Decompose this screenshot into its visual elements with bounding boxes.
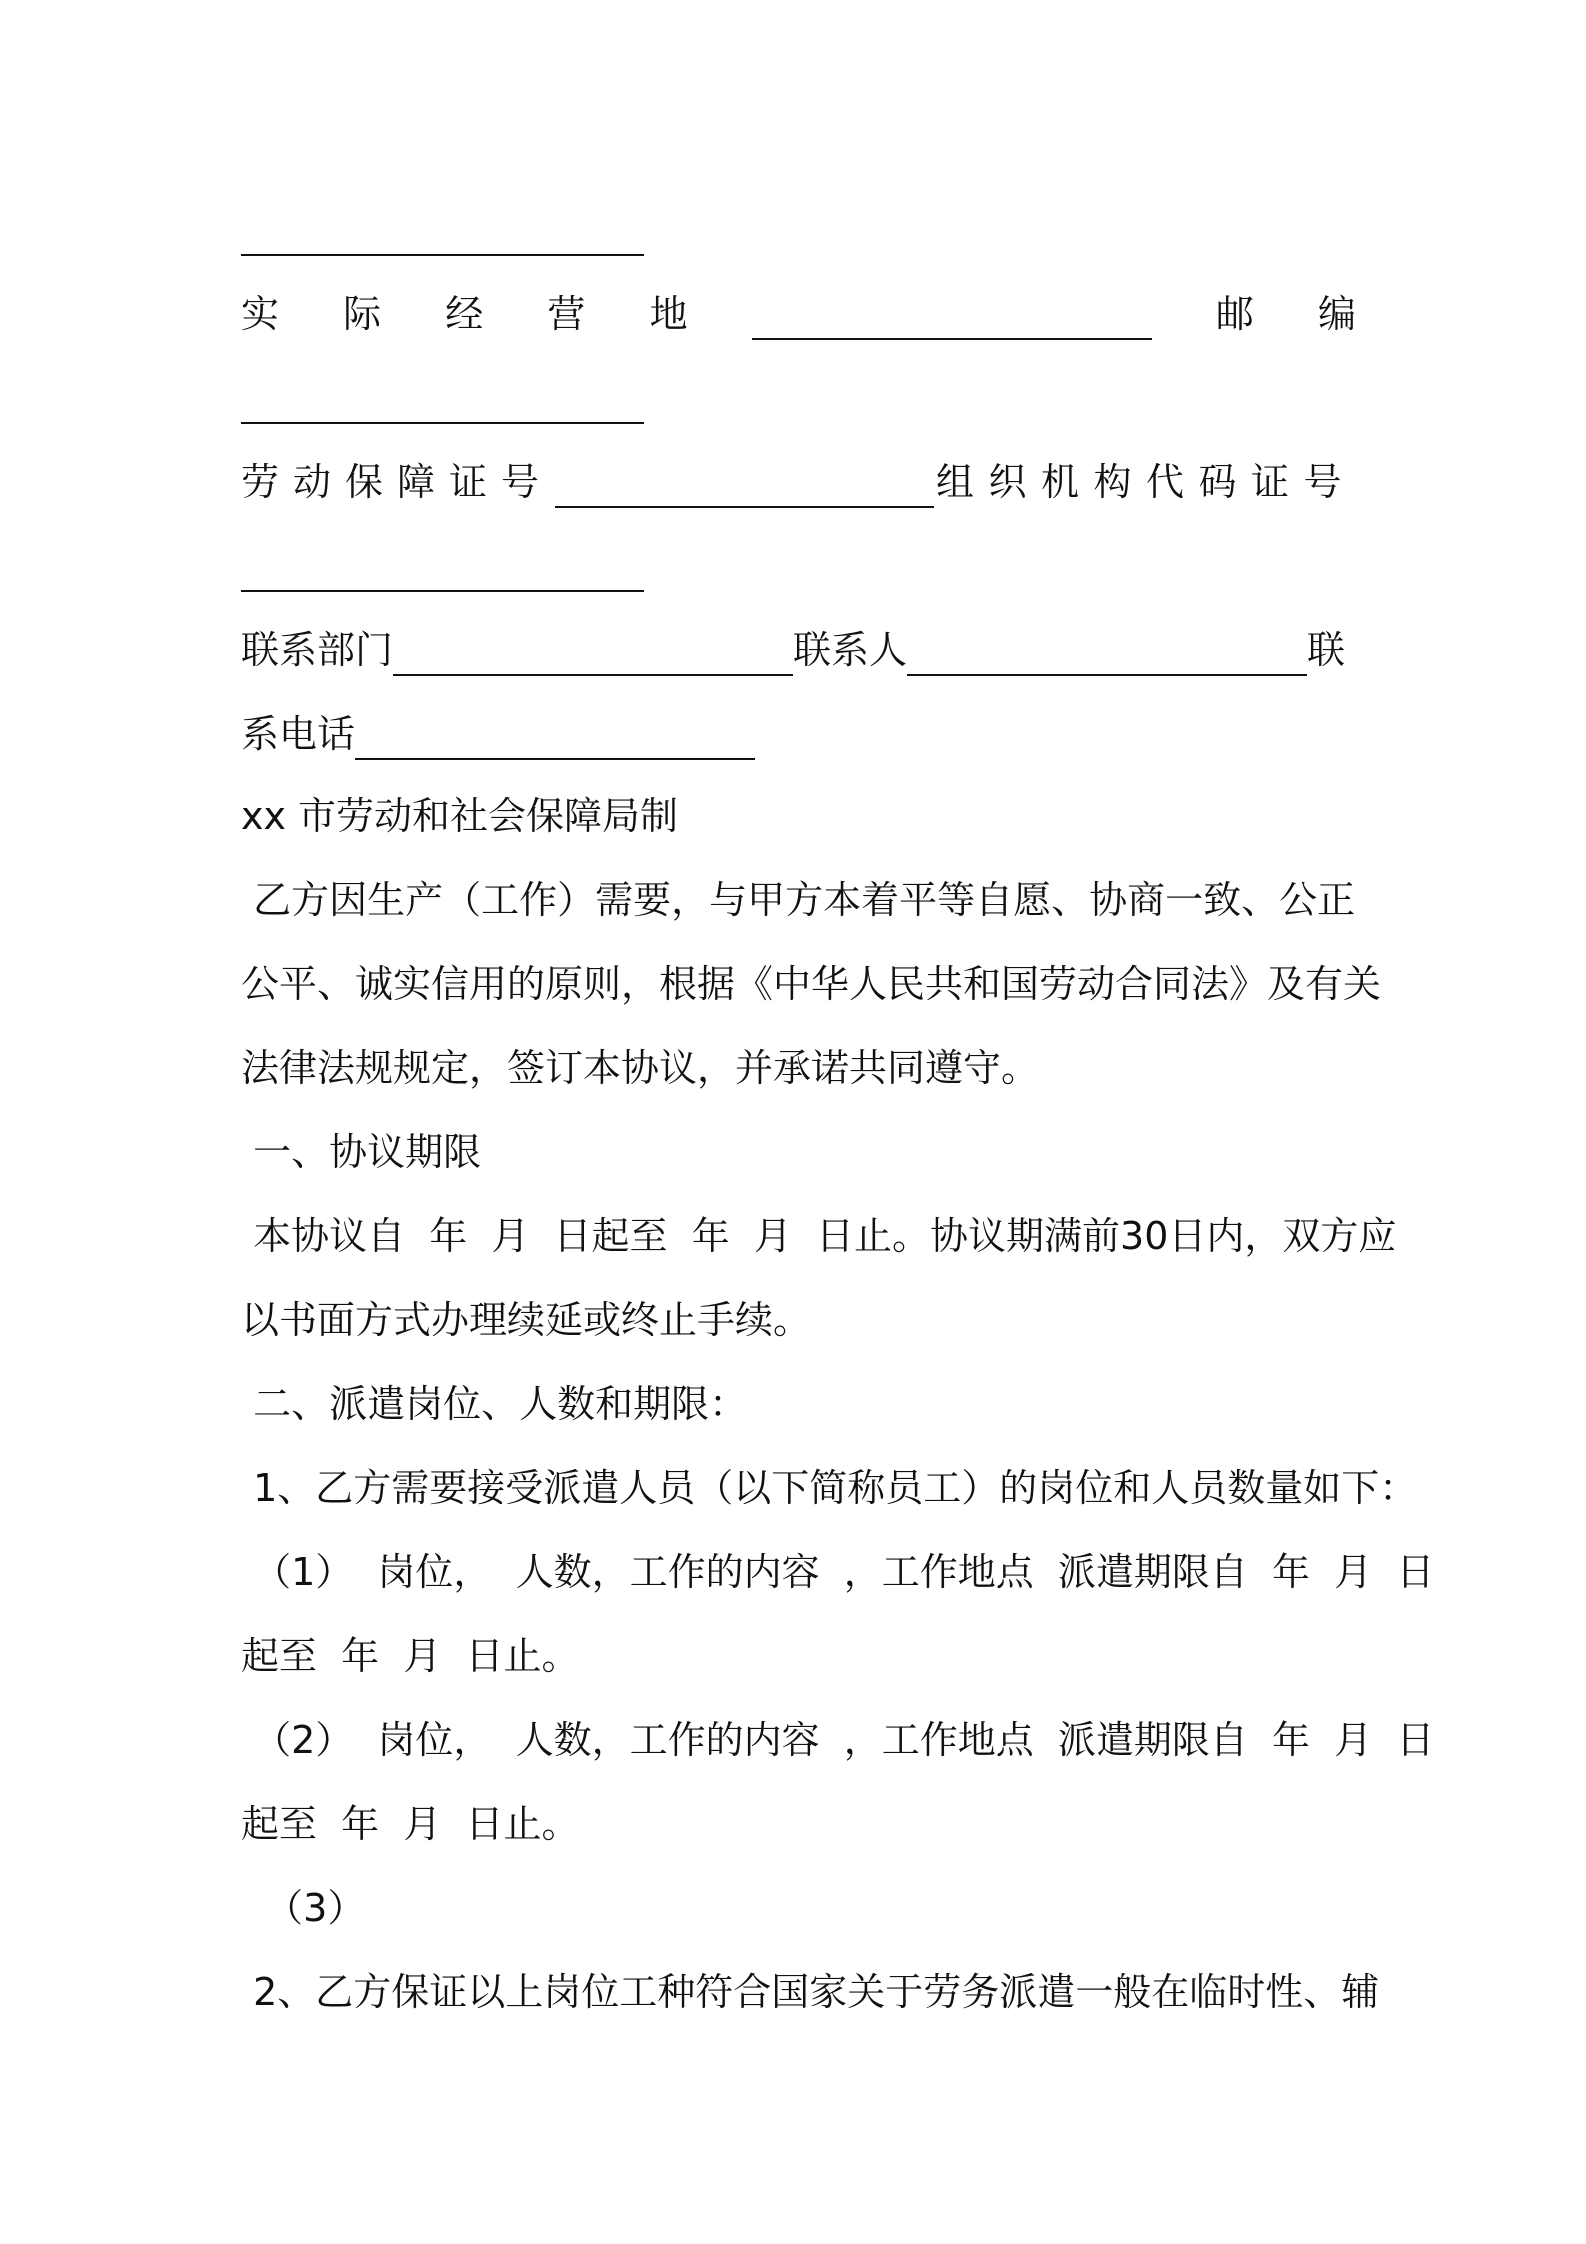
org-code-label: 组织机构代码证号 xyxy=(935,460,1356,504)
labor-cert-label: 劳动保障证号 xyxy=(241,460,554,504)
org-code-field[interactable] xyxy=(241,590,644,592)
position-2-line-1: （2） 岗位， 人数，工作的内容 ，工作地点 派遣期限自 年 月 日 xyxy=(241,1718,1435,1762)
contact-dept-field[interactable] xyxy=(393,636,793,676)
issuer-line: xx 市劳动和社会保障局制 xyxy=(241,794,679,838)
position-1-line-2: 起至 年 月 日止。 xyxy=(241,1634,580,1678)
contact-phone-row xyxy=(241,708,1356,760)
contact-phone-field[interactable] xyxy=(355,720,755,760)
actual-address-char: 经 xyxy=(445,292,484,336)
contact-person-field[interactable] xyxy=(907,636,1307,676)
actual-address-char: 地 xyxy=(649,292,688,336)
section-1-line-2: 以书面方式办理续延或终止手续。 xyxy=(241,1298,812,1342)
actual-address-field[interactable] xyxy=(752,300,1152,340)
contact-row xyxy=(241,624,1356,676)
contact-phone-label: 系电话 xyxy=(241,712,356,756)
intro-line-3: 法律法规规定，签订本协议，并承诺共同遵守。 xyxy=(241,1046,1040,1090)
contact-phone-prefix: 联 xyxy=(1307,628,1346,672)
postcode-char: 邮 xyxy=(1215,292,1254,336)
section-1-title: 一、协议期限 xyxy=(241,1130,482,1174)
labor-cert-field[interactable] xyxy=(555,468,934,508)
position-2-line-2: 起至 年 月 日止。 xyxy=(241,1802,580,1846)
position-1-line-1: （1） 岗位， 人数，工作的内容 ，工作地点 派遣期限自 年 月 日 xyxy=(241,1550,1435,1594)
intro-line-1: 乙方因生产（工作）需要，与甲方本着平等自愿、协商一致、公正 xyxy=(241,878,1356,922)
section-1-line-1: 本协议自 年 月 日起至 年 月 日止。协议期满前30日内，双方应 xyxy=(241,1214,1397,1258)
contact-person-label: 联系人 xyxy=(793,628,908,672)
actual-address-char: 营 xyxy=(547,292,586,336)
labor-cert-row xyxy=(241,456,1356,508)
intro-line-2: 公平、诚实信用的原则，根据《中华人民共和国劳动合同法》及有关 xyxy=(241,962,1382,1006)
contact-dept-label: 联系部门 xyxy=(241,628,394,672)
position-3-line: （3） xyxy=(241,1886,366,1930)
actual-address-char: 际 xyxy=(343,292,382,336)
actual-address-char: 实 xyxy=(241,292,280,336)
postcode-field[interactable] xyxy=(241,422,644,424)
section-2-title: 二、派遣岗位、人数和期限： xyxy=(241,1382,748,1426)
section-2-item-2: 2、乙方保证以上岗位工种符合国家关于劳务派遣一般在临时性、辅 xyxy=(241,1970,1380,2014)
actual-address-row xyxy=(241,288,1356,340)
blank-line-top xyxy=(241,254,644,256)
postcode-char: 编 xyxy=(1317,292,1356,336)
section-2-item-1: 1、乙方需要接受派遣人员（以下简称员工）的岗位和人员数量如下： xyxy=(241,1466,1418,1510)
